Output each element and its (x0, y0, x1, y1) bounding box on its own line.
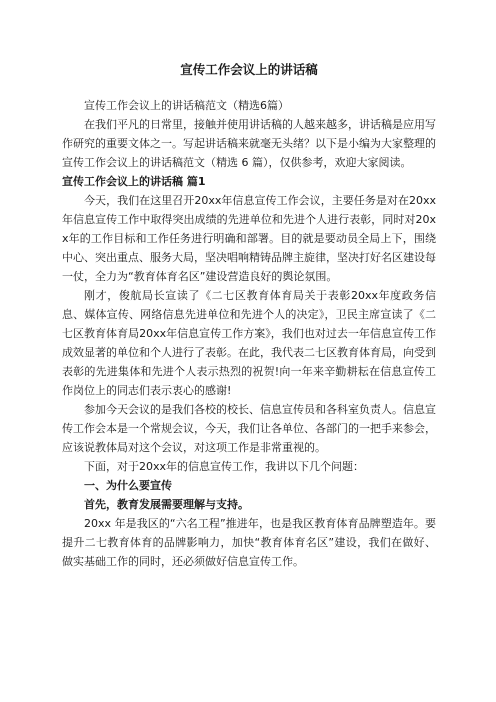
intro-subtitle: 宣传工作会议上的讲话稿范文（精选6篇） (84, 99, 289, 112)
body-paragraph: 20xx 年是我区的“六名工程”推进年，也是我区教育体育品牌塑造年。要提升二七教育体育的品牌影响力，加快“教育体育名区”建设，我们在做好、做实基础工作的同时，还必须做好信息宣传工作。 (62, 517, 436, 568)
intro-paragraph: 在我们平凡的日常里，接触并使用讲话稿的人越来越多，讲话稿是应用写作研究的重要文体之一。写起讲话稿来就毫无头绪？以下是小编为大家整理的宣传工作会议上的讲话稿范文（精选 6 篇），仅供参考，欢迎大家阅读。 (62, 118, 436, 169)
subheading-first-point: 首先，教育发展需要理解与支持。 (84, 498, 249, 511)
section-heading-1: 宣传工作会议上的讲话稿 篇1 (62, 175, 206, 188)
body-paragraph: 参加今天会议的是我们各校的校长、信息宣传员和各科室负责人。信息宣传工作会本是一个常规会议，今天，我们让各单位、各部门的一把手来参会，应该说教体局对这个会议，对这项工作是非常重视的。 (62, 403, 436, 454)
body-paragraph: 刚才，俊航局长宣读了《二七区教育体育局关于表彰20xx年度政务信息、媒体宣传、网络信息先进单位和先进个人的决定》，卫民主席宣读了《二七区教育体育局20xx年信息宣传工作方案》，我们也对过去一年信息宣传工作成效显著的单位和个人进行了表彰。在此，我代表二七区教育体育局，向受到表彰的先进集体和先进个人表示热烈的祝贺!向一年来辛勤耕耘在信息宣传工作岗位上的同志们表示衷心的感谢! (62, 289, 436, 397)
document-title: 宣传工作会议上的讲话稿 (180, 62, 318, 77)
body-paragraph: 下面，对于20xx年的信息宣传工作，我讲以下几个问题： (84, 460, 365, 473)
subheading-why-publicize: 一、为什么要宣传 (84, 479, 172, 492)
body-paragraph: 今天，我们在这里召开20xx年信息宣传工作会议，主要任务是对在20xx年信息宣传工作中取得突出成绩的先进单位和先进个人进行表彰，同时对20xx年的工作目标和工作任务进行明确和部署。目的就是要动员全局上下，围绕中心、突出重点、服务大局，坚决唱响精铸品牌主旋律，坚决打好名区建设每一仗，全力为“教育体育名区”建设营造良好的舆论氛围。 (62, 194, 436, 283)
document-body (62, 96, 436, 571)
